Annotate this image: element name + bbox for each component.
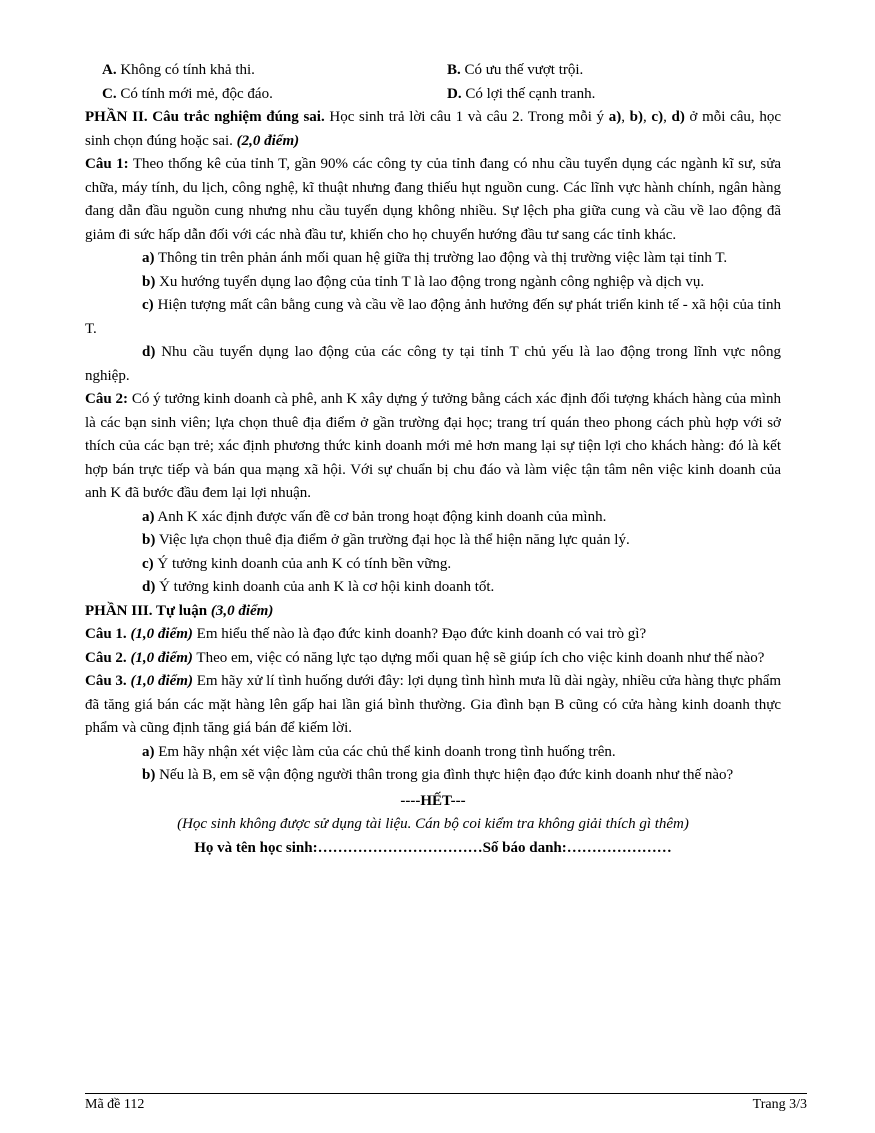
option-d-key: D. bbox=[447, 85, 462, 102]
question-1-item-c bbox=[85, 294, 781, 341]
item-text: Ý tưởng kinh doanh của anh K là cơ hội kinh doanh tốt. bbox=[155, 579, 495, 595]
item-key: a) bbox=[142, 508, 155, 525]
item-key: a) bbox=[142, 250, 155, 266]
option-c-text: Có tính mới mẻ, độc đáo. bbox=[116, 85, 273, 102]
essay-question-1 bbox=[85, 623, 781, 647]
part2-sep-2: , bbox=[642, 109, 652, 125]
option-a-key: A. bbox=[102, 62, 117, 78]
option-b bbox=[447, 59, 583, 83]
question-2-item-d bbox=[85, 576, 781, 600]
option-c-key: C. bbox=[102, 85, 117, 102]
essay-3-label: Câu 3. bbox=[85, 673, 127, 689]
essay-2-points: (1,0 điểm) bbox=[130, 649, 193, 666]
part2-key-b: b) bbox=[629, 109, 643, 125]
exam-code: Mã đề 112 bbox=[85, 1097, 145, 1112]
part3-heading-line bbox=[85, 600, 781, 624]
item-text: Thông tin trên phản ánh mối quan hệ giữa thị trường lao động và thị trường việc làm tại tỉnh T. bbox=[154, 250, 728, 266]
part2-instructions bbox=[85, 106, 781, 153]
item-text: Hiện tượng mất cân bằng cung và cầu về lao động ảnh hưởng đến sự phát triển kinh tế - xã hội của tỉnh T. bbox=[85, 297, 781, 337]
end-marker: ----HẾT--- bbox=[400, 792, 466, 809]
item-text: Nhu cầu tuyển dụng lao động của các công ty tại tỉnh T chủ yếu là lao động trong lĩnh vực nông nghiệp. bbox=[85, 344, 781, 384]
question-1-text: Theo thống kê của tỉnh T, gần 90% các công ty của tỉnh đang có nhu cầu tuyển dụng các ngành kĩ sư, sửa chữa, máy tính, du lịch, công nghệ, kĩ thuật nhưng đang thiếu hụt nguồn cung. Các lĩnh vực hành chính, ngân hàng đang dẫn đầu nguồn cung nhưng nhu cầu tuyển dụng không nhiều. Sự lệch pha giữa cung và cầu về lao động đã giảm đi sức hấp dẫn đối với các nhà đầu tư, khiến cho họ chuyển hướng đầu tư sang các tỉnh khác. bbox=[85, 156, 781, 243]
option-b-key: B. bbox=[447, 62, 461, 78]
item-text: Em hãy nhận xét việc làm của các chủ thể kinh doanh trong tình huống trên. bbox=[154, 743, 616, 760]
part2-instr-a: Học sinh trả lời câu 1 và câu 2. Trong mỗi ý bbox=[324, 109, 609, 125]
exam-note: (Học sinh không được sử dụng tài liệu. Cán bộ coi kiểm tra không giải thích gì thêm) bbox=[177, 816, 689, 832]
question-1 bbox=[85, 153, 781, 247]
options-row-cd bbox=[85, 83, 781, 107]
student-info-line: Họ và tên học sinh:……………………………Số báo danh:………………… bbox=[194, 839, 672, 856]
essay-1-points: (1,0 điểm) bbox=[130, 626, 193, 642]
exam-page bbox=[85, 59, 781, 860]
essay-1-label: Câu 1. bbox=[85, 626, 127, 642]
part2-key-c: c) bbox=[651, 109, 664, 125]
question-2 bbox=[85, 388, 781, 506]
part2-sep-1: , bbox=[621, 109, 630, 125]
essay-2-text: Theo em, việc có năng lực tạo dựng mối quan hệ sẽ giúp ích cho việc kinh doanh như thế nào? bbox=[192, 649, 765, 666]
part2-heading: PHẦN II. Câu trắc nghiệm đúng sai. bbox=[85, 109, 325, 125]
page-footer bbox=[85, 1097, 807, 1113]
question-2-item-c bbox=[85, 553, 781, 577]
question-2-item-a bbox=[85, 506, 781, 530]
item-key: b) bbox=[142, 273, 156, 290]
question-1-item-b bbox=[85, 271, 781, 295]
question-1-item-a bbox=[85, 247, 781, 271]
item-text: Việc lựa chọn thuê địa điểm ở gần trường đại học là thể hiện năng lực quản lý. bbox=[155, 532, 630, 548]
item-key: d) bbox=[142, 579, 156, 595]
option-a bbox=[85, 59, 447, 83]
item-key: b) bbox=[142, 532, 156, 548]
part3-points: (3,0 điểm) bbox=[210, 602, 274, 619]
question-2-item-b bbox=[85, 529, 781, 553]
footer-divider bbox=[85, 1093, 807, 1094]
option-c bbox=[85, 83, 447, 107]
option-d-text: Có lợi thế cạnh tranh. bbox=[461, 85, 596, 102]
essay-question-3 bbox=[85, 670, 781, 741]
page-number: Trang 3/3 bbox=[752, 1097, 807, 1112]
essay-1-text: Em hiểu thế nào là đạo đức kinh doanh? Đạo đức kinh doanh có vai trò gì? bbox=[192, 626, 647, 642]
essay-question-2 bbox=[85, 647, 781, 671]
essay-question-3-item-a bbox=[85, 741, 781, 765]
item-text: Xu hướng tuyển dụng lao động của tỉnh T là lao động trong ngành công nghiệp và dịch vụ. bbox=[155, 273, 705, 290]
item-key: b) bbox=[142, 767, 156, 783]
item-key: c) bbox=[142, 555, 154, 572]
item-text: Nếu là B, em sẽ vận động người thân trong gia đình thực hiện đạo đức kinh doanh như thế nào? bbox=[155, 767, 734, 783]
question-2-text: Có ý tưởng kinh doanh cà phê, anh K xây dựng ý tưởng bằng cách xác định đối tượng khách hàng của mình là các bạn sinh viên; lựa chọn thuê địa điểm ở gần trường đại học; trang trí quán theo phong cách phù hợp với sở thích của các bạn trẻ; xác định phương thức kinh doanh mới mẻ hơn mang lại sự tiện lợi cho khách hàng: đó là kết hợp bán trực tiếp và bán qua mạng xã hội. Với sự chuẩn bị chu đáo và làm việc tận tâm nên việc kinh doanh của anh K đã bước đầu đem lại lợi nhuận. bbox=[85, 391, 781, 501]
part2-points: (2,0 điểm) bbox=[236, 132, 300, 149]
essay-question-3-item-b bbox=[85, 764, 781, 788]
item-key: c) bbox=[142, 297, 154, 313]
part2-key-d: d) bbox=[671, 109, 685, 125]
part2-instr-b: ở mỗi câu, học sinh chọn đúng hoặc sai. bbox=[85, 109, 781, 149]
question-1-label: Câu 1: bbox=[85, 156, 129, 172]
option-a-text: Không có tính khả thi. bbox=[116, 62, 255, 78]
essay-2-label: Câu 2. bbox=[85, 649, 127, 666]
essay-3-points: (1,0 điểm) bbox=[130, 673, 193, 689]
option-b-text: Có ưu thế vượt trội. bbox=[460, 62, 584, 78]
item-key: d) bbox=[142, 344, 156, 360]
essay-3-text: Em hãy xử lí tình huống dưới đây: lợi dụng tình hình mưa lũ dài ngày, nhiều cửa hàng thực phẩm đã tăng giá bán các mặt hàng lên gấp hai lần giá bình thường. Gia đình bạn B cũng có cửa hàng kinh doanh thực phẩm và cũng định tăng giá bán để kiếm lời. bbox=[85, 673, 782, 736]
question-2-label: Câu 2: bbox=[85, 391, 128, 407]
part3-heading: PHẦN III. Tự luận bbox=[85, 602, 211, 619]
options-row-ab bbox=[85, 59, 781, 83]
item-key: a) bbox=[142, 743, 155, 760]
part2-key-a: a) bbox=[608, 109, 622, 125]
question-1-item-d bbox=[85, 341, 781, 388]
option-d bbox=[447, 83, 595, 107]
item-text: Anh K xác định được vấn đề cơ bản trong hoạt động kinh doanh của mình. bbox=[154, 508, 607, 525]
item-text: Ý tưởng kinh doanh của anh K có tính bền vững. bbox=[153, 555, 452, 572]
part2-sep-3: , bbox=[663, 109, 672, 125]
